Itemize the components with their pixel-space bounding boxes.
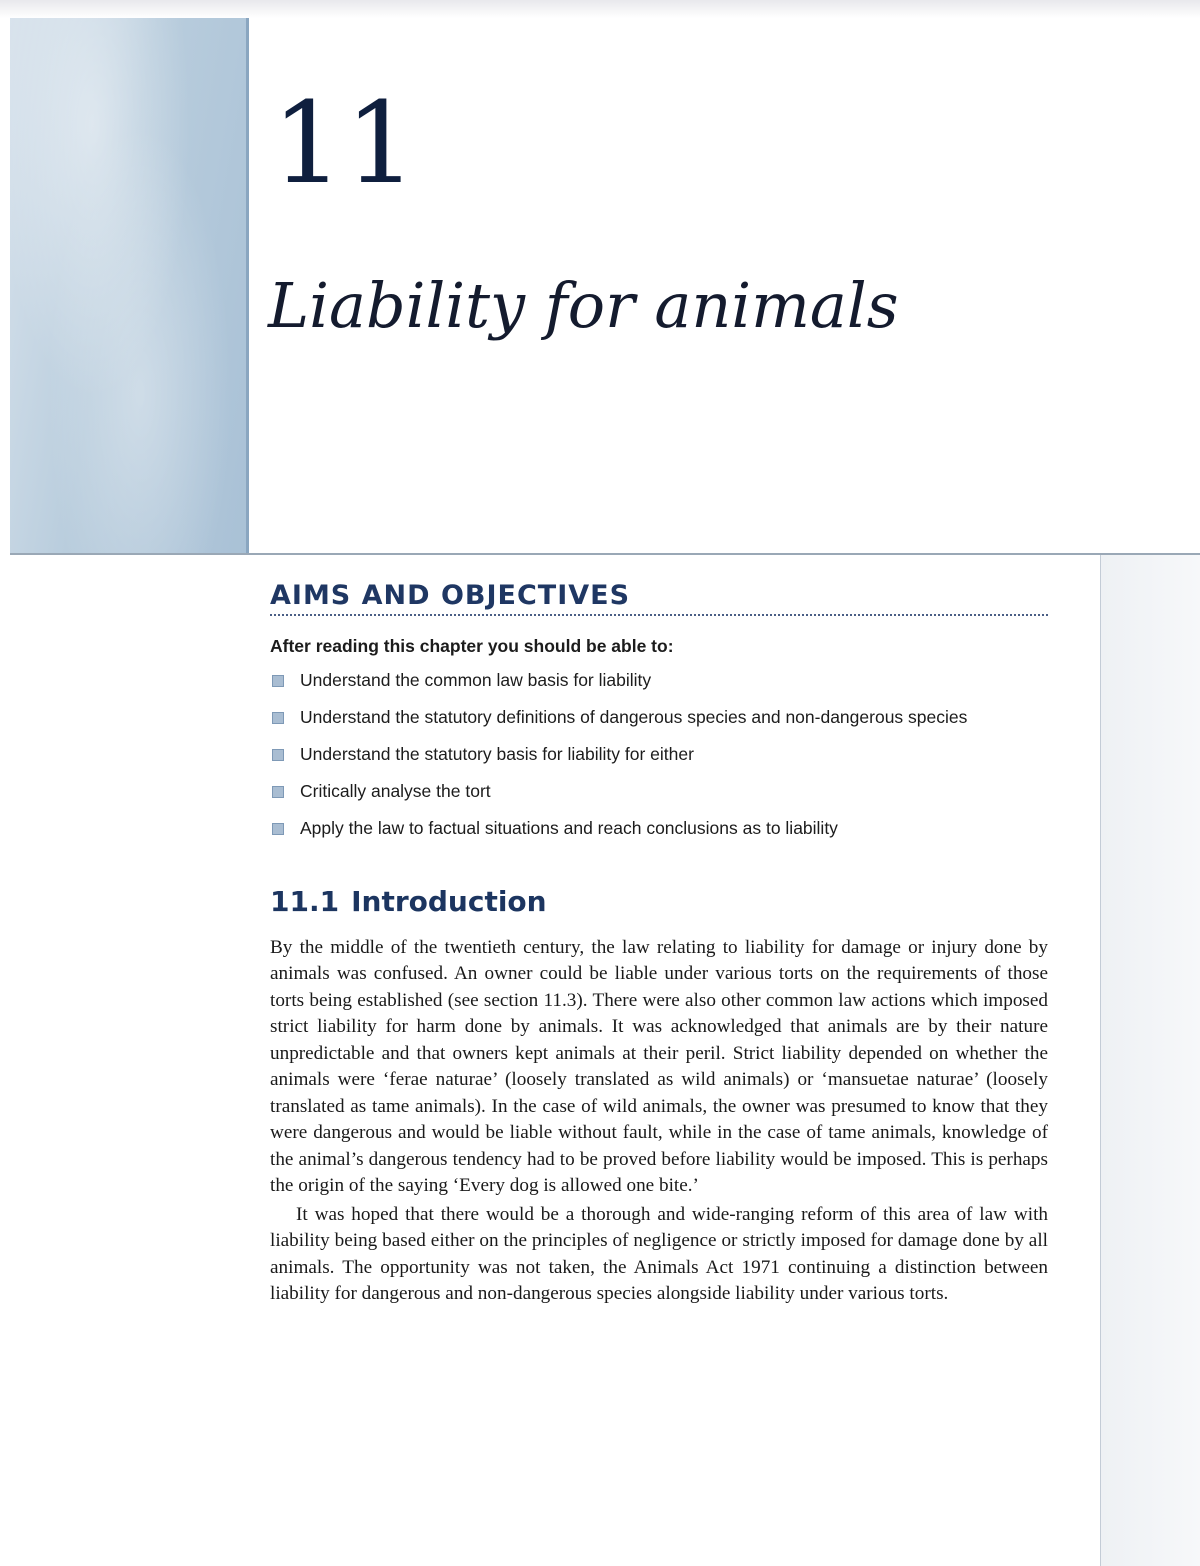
chapter-content bbox=[270, 580, 1048, 1308]
section-heading bbox=[270, 885, 1048, 919]
objective-text: Understand the common law basis for liability bbox=[300, 670, 652, 691]
objective-text: Critically analyse the tort bbox=[300, 781, 491, 802]
body-paragraph: It was hoped that there would be a thorough and wide-ranging reform of this area of law with liability being based either on the principles of negligence or strictly imposed for damage done by all animals. The opportunity was not taken, the Animals Act 1971 continuing a distinction between liability for dangerous and non-dangerous species alongside liability under various torts. bbox=[270, 1203, 1048, 1305]
objective-item bbox=[270, 815, 1048, 841]
square-bullet-icon bbox=[272, 675, 284, 687]
body-paragraph: By the middle of the twentieth century, the law relating to liability for damage or injury done by animals was confused. An owner could be liable under various torts on the requirements of those torts being established (see section 11.3). There were also other common law actions which imposed strict liability for harm done by animals. It was acknowledged that animals are by their nature unpredictable and that owners kept animals at their peril. Strict liability depended on whether the animals were ‘ferae naturae’ (loosely translated as wild animals) or ‘mansuetae naturae’ (loosely translated as tame animals). In the case of wild animals, the owner was presumed to know that they were dangerous and would be liable without fault, while in the case of tame animals, knowledge of the animal’s dangerous tendency had to be proved before liability would be imposed. This is perhaps the origin of the saying ‘Every dog is allowed one bite.’ bbox=[270, 936, 1048, 1197]
page-top-edge bbox=[0, 0, 1200, 18]
aims-intro: After reading this chapter you should be able to: bbox=[270, 636, 674, 657]
decorative-blue-panel bbox=[10, 18, 249, 554]
aims-heading: AIMS AND OBJECTIVES bbox=[270, 580, 1048, 616]
chapter-number: 11 bbox=[272, 79, 419, 209]
section-number: 11.1 bbox=[270, 885, 340, 919]
square-bullet-icon bbox=[272, 712, 284, 724]
objective-item bbox=[270, 741, 1048, 767]
objective-item bbox=[270, 778, 1048, 804]
chapter-title: Liability for animals bbox=[268, 269, 899, 342]
square-bullet-icon bbox=[272, 823, 284, 835]
section-title: Introduction bbox=[351, 885, 547, 919]
square-bullet-icon bbox=[272, 786, 284, 798]
objectives-list bbox=[270, 667, 1048, 841]
square-bullet-icon bbox=[272, 749, 284, 761]
objective-item bbox=[270, 667, 1048, 693]
margin-strip bbox=[1100, 555, 1200, 1566]
objective-item bbox=[270, 704, 1048, 730]
objective-text: Apply the law to factual situations and reach conclusions as to liability bbox=[300, 818, 838, 839]
objective-text: Understand the statutory basis for liability for either bbox=[300, 744, 694, 765]
chapter-divider-rule bbox=[10, 553, 1200, 555]
objective-text: Understand the statutory definitions of dangerous species and non-dangerous species bbox=[300, 707, 968, 728]
